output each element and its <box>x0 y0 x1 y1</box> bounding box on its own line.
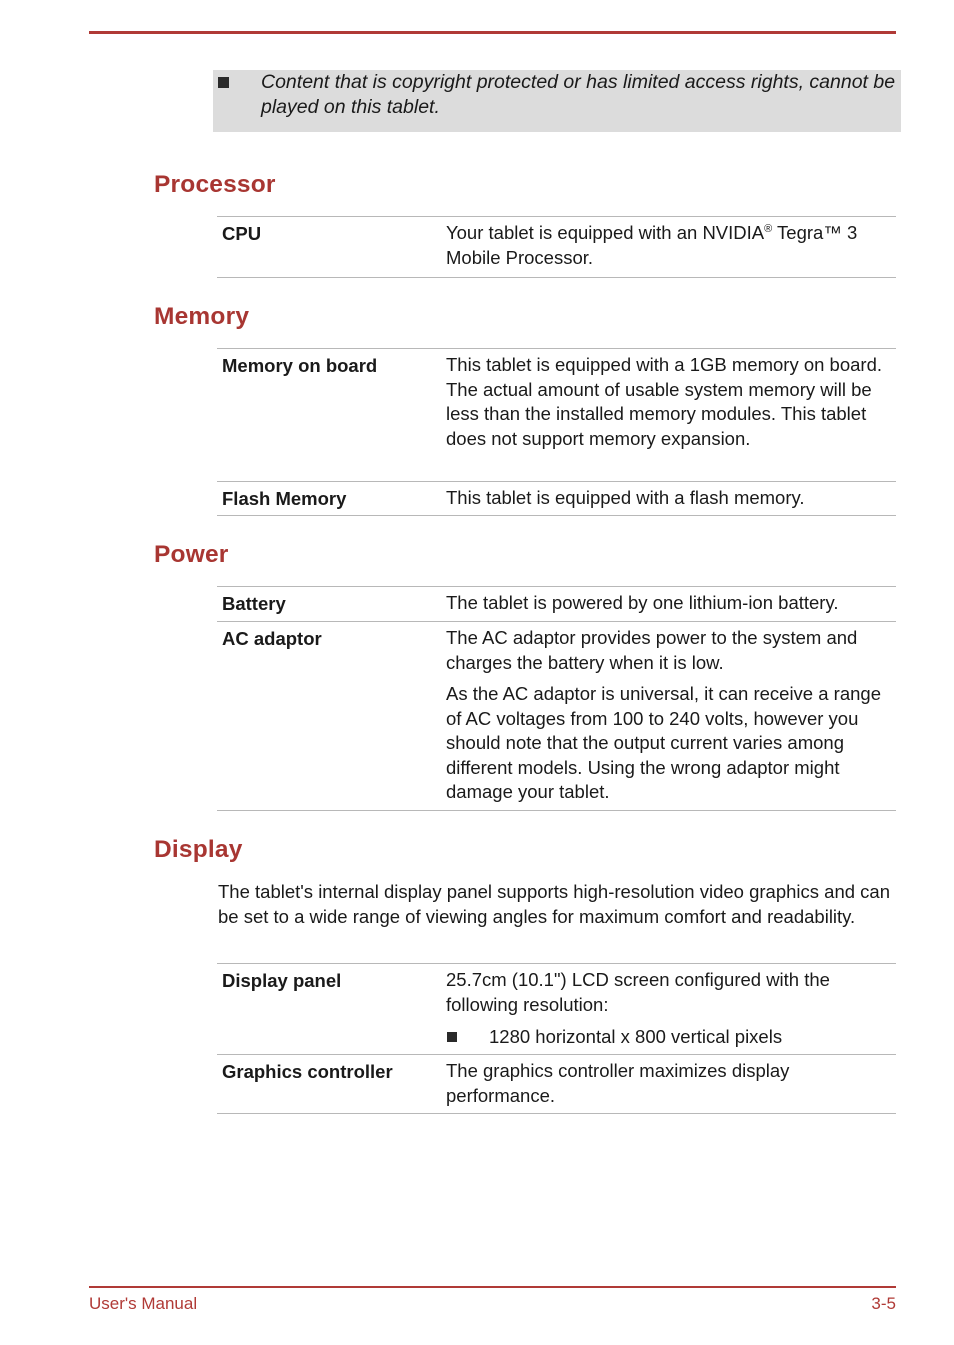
row-label: AC adaptor <box>222 628 322 649</box>
row-label: Graphics controller <box>222 1061 393 1082</box>
description-paragraph: The AC adaptor provides power to the system and charges the battery when it is low. <box>446 627 858 673</box>
footer-rule <box>89 1286 896 1288</box>
row-label: Display panel <box>222 970 342 991</box>
row-description: This tablet is equipped with a flash memory. <box>446 487 805 508</box>
footer-title: User's Manual <box>89 1294 198 1313</box>
note-text: Content that is copyright protected or has limited access rights, cannot be played on this tablet. <box>261 71 896 118</box>
memory-table <box>217 348 896 516</box>
description-paragraph: As the AC adaptor is universal, it can receive a range of AC voltages from 100 to 240 volts, however you should note that the output current varies among different models. Using the wrong adaptor might damage your tablet. <box>446 683 881 802</box>
row-description: The graphics controller maximizes display performance. <box>446 1060 790 1106</box>
row-description <box>446 968 894 1050</box>
table-row <box>217 1054 896 1114</box>
table-row <box>217 481 896 516</box>
display-intro: The tablet's internal display panel supports high-resolution video graphics and can be set to a wide range of viewing angles for maximum comfort and readability. <box>218 881 890 927</box>
table-row <box>217 621 896 811</box>
bullet-text: 1280 horizontal x 800 vertical pixels <box>489 1026 783 1047</box>
section-heading-display: Display <box>154 836 243 863</box>
row-label: Flash Memory <box>222 488 347 509</box>
processor-table <box>217 216 896 278</box>
section-heading-processor: Processor <box>154 171 276 198</box>
row-description: This tablet is equipped with a 1GB memory on board. The actual amount of usable system memory will be less than the installed memory modules. This tablet does not support memory expansion. <box>446 354 883 449</box>
table-row <box>217 216 896 278</box>
description-paragraph: 25.7cm (10.1") LCD screen configured with the following resolution: <box>446 969 830 1015</box>
power-table <box>217 586 896 811</box>
row-label: Memory on board <box>222 355 378 376</box>
display-table <box>217 963 896 1114</box>
registered-mark: ® <box>764 223 773 235</box>
list-item <box>446 1025 894 1050</box>
table-row <box>217 348 896 481</box>
row-description: The tablet is powered by one lithium-ion battery. <box>446 592 839 613</box>
row-description: Your tablet is equipped with an NVIDIA® Tegra™ 3 Mobile Processor. <box>446 222 858 268</box>
row-description <box>446 626 894 805</box>
bullet-square-icon <box>447 1032 457 1042</box>
note-box <box>213 70 901 132</box>
table-row <box>217 586 896 621</box>
section-heading-power: Power <box>154 541 229 568</box>
table-row <box>217 963 896 1054</box>
row-label: Battery <box>222 593 286 614</box>
section-heading-memory: Memory <box>154 303 250 330</box>
header-rule <box>89 31 896 34</box>
bullet-square-icon <box>218 77 229 88</box>
page-number: 3-5 <box>871 1294 896 1313</box>
row-label: CPU <box>222 223 262 244</box>
